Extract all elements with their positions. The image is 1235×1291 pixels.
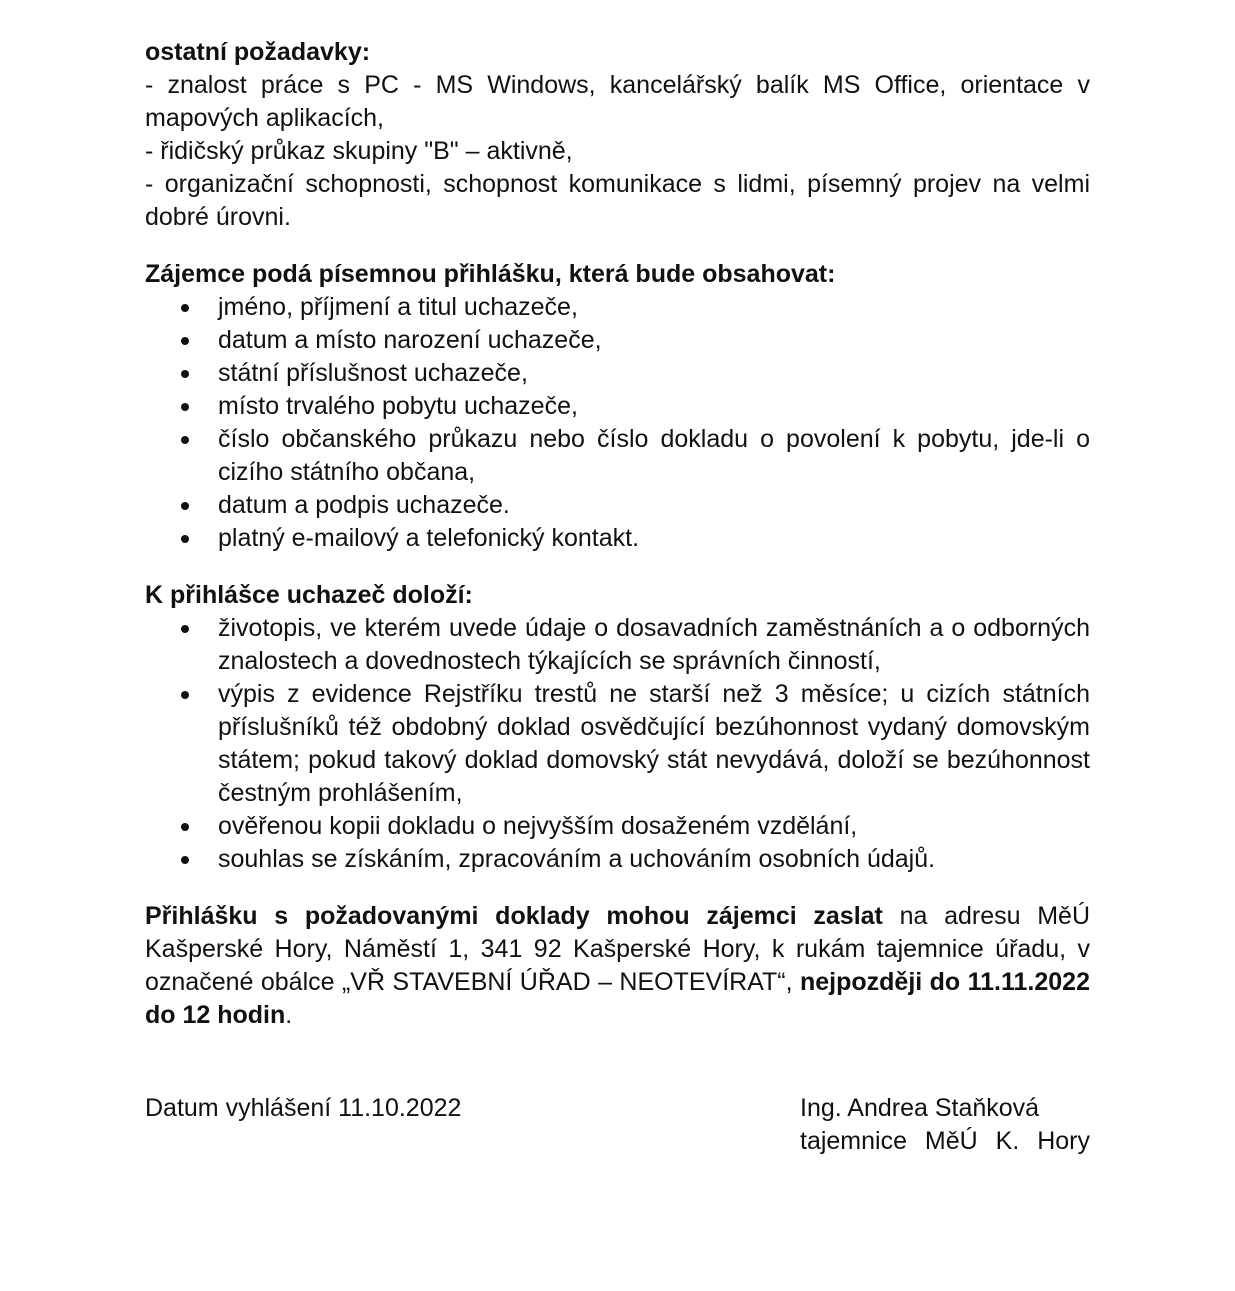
bullet-icon <box>181 625 189 633</box>
application-contents-heading: Zájemce podá písemnou přihlášku, která bude obsahovat: <box>145 260 836 288</box>
list-item <box>145 522 1090 555</box>
bullet-icon <box>181 823 189 831</box>
section-attachments <box>145 579 1090 876</box>
requirement-line-driving-licence: - řidičský průkaz skupiny "B" – aktivně, <box>145 137 573 165</box>
list-item-text: platný e-mailový a telefonický kontakt. <box>218 524 640 552</box>
submission-bold-lead: Přihlášku s požadovanými doklady mohou zájemci zaslat <box>145 902 883 930</box>
list-item-text: číslo občanského průkazu nebo číslo dokladu o povolení k pobytu, jde-li o cizího státního občana, <box>218 425 1090 486</box>
attachments-heading: K přihlášce uchazeč doloží: <box>145 581 473 609</box>
signer-title: tajemnice MěÚ K. Hory <box>800 1127 1090 1155</box>
list-item <box>145 291 1090 324</box>
application-contents-list <box>145 291 1090 555</box>
list-item <box>145 357 1090 390</box>
list-item-text: souhlas se získáním, zpracováním a uchováním osobních údajů. <box>218 845 936 873</box>
signer-name: Ing. Andrea Staňková <box>800 1094 1040 1122</box>
submission-instructions-paragraph <box>145 900 1090 1032</box>
bullet-icon <box>181 691 189 699</box>
list-item <box>145 678 1090 810</box>
list-item-text: státní příslušnost uchazeče, <box>218 359 528 387</box>
list-item-text: datum a místo narození uchazeče, <box>218 326 602 354</box>
document-footer <box>145 1092 1090 1158</box>
list-item <box>145 423 1090 489</box>
signature-block <box>800 1092 1090 1158</box>
bullet-icon <box>181 370 189 378</box>
list-item <box>145 843 1090 876</box>
bullet-icon <box>181 502 189 510</box>
list-item <box>145 390 1090 423</box>
list-item-text: jméno, příjmení a titul uchazeče, <box>218 293 578 321</box>
requirement-line-soft-skills: - organizační schopnosti, schopnost komunikace s lidmi, písemný projev na velmi dobré úrovni. <box>145 170 1090 231</box>
list-item-text: místo trvalého pobytu uchazeče, <box>218 392 578 420</box>
bullet-icon <box>181 304 189 312</box>
list-item-text: ověřenou kopii dokladu o nejvyšším dosaženém vzdělání, <box>218 812 858 840</box>
list-item-text: datum a podpis uchazeče. <box>218 491 510 519</box>
bullet-icon <box>181 403 189 411</box>
list-item <box>145 324 1090 357</box>
bullet-icon <box>181 856 189 864</box>
list-item-text: životopis, ve kterém uvede údaje o dosavadních zaměstnáních a o odborných znalostech a dovednostech týkajících se správních činností, <box>218 614 1090 675</box>
list-item-text: výpis z evidence Rejstříku trestů ne starší než 3 měsíce; u cizích státních příslušníků též obdobný doklad osvědčující bezúhonnost vydaný domovským státem; pokud takový doklad domovský stát nevydává, doloží se bezúhonnost čestným prohlášením, <box>218 680 1090 807</box>
list-item <box>145 612 1090 678</box>
other-requirements-heading: ostatní požadavky: <box>145 38 371 66</box>
submission-period: . <box>285 1001 293 1029</box>
bullet-icon <box>181 535 189 543</box>
attachments-list <box>145 612 1090 876</box>
bullet-icon <box>181 436 189 444</box>
list-item <box>145 810 1090 843</box>
submission-deadline-text: nejpozději do 11.11.2022 do 12 hodin <box>145 968 1090 1029</box>
bullet-icon <box>181 337 189 345</box>
announcement-date: Datum vyhlášení 11.10.2022 <box>145 1094 462 1122</box>
list-item <box>145 489 1090 522</box>
requirement-line-pc-skills: - znalost práce s PC - MS Windows, kancelářský balík MS Office, orientace v mapových aplikacích, <box>145 71 1090 132</box>
section-application-contents <box>145 258 1090 555</box>
submission-address-text: na adresu MěÚ Kašperské Hory, Náměstí 1, 341 92 Kašperské Hory, k rukám tajemnice úřadu, v označené obálce „VŘ STAVEBNÍ ÚŘAD – NEOTEVÍRAT“, <box>145 902 1090 996</box>
section-other-requirements <box>145 36 1090 234</box>
